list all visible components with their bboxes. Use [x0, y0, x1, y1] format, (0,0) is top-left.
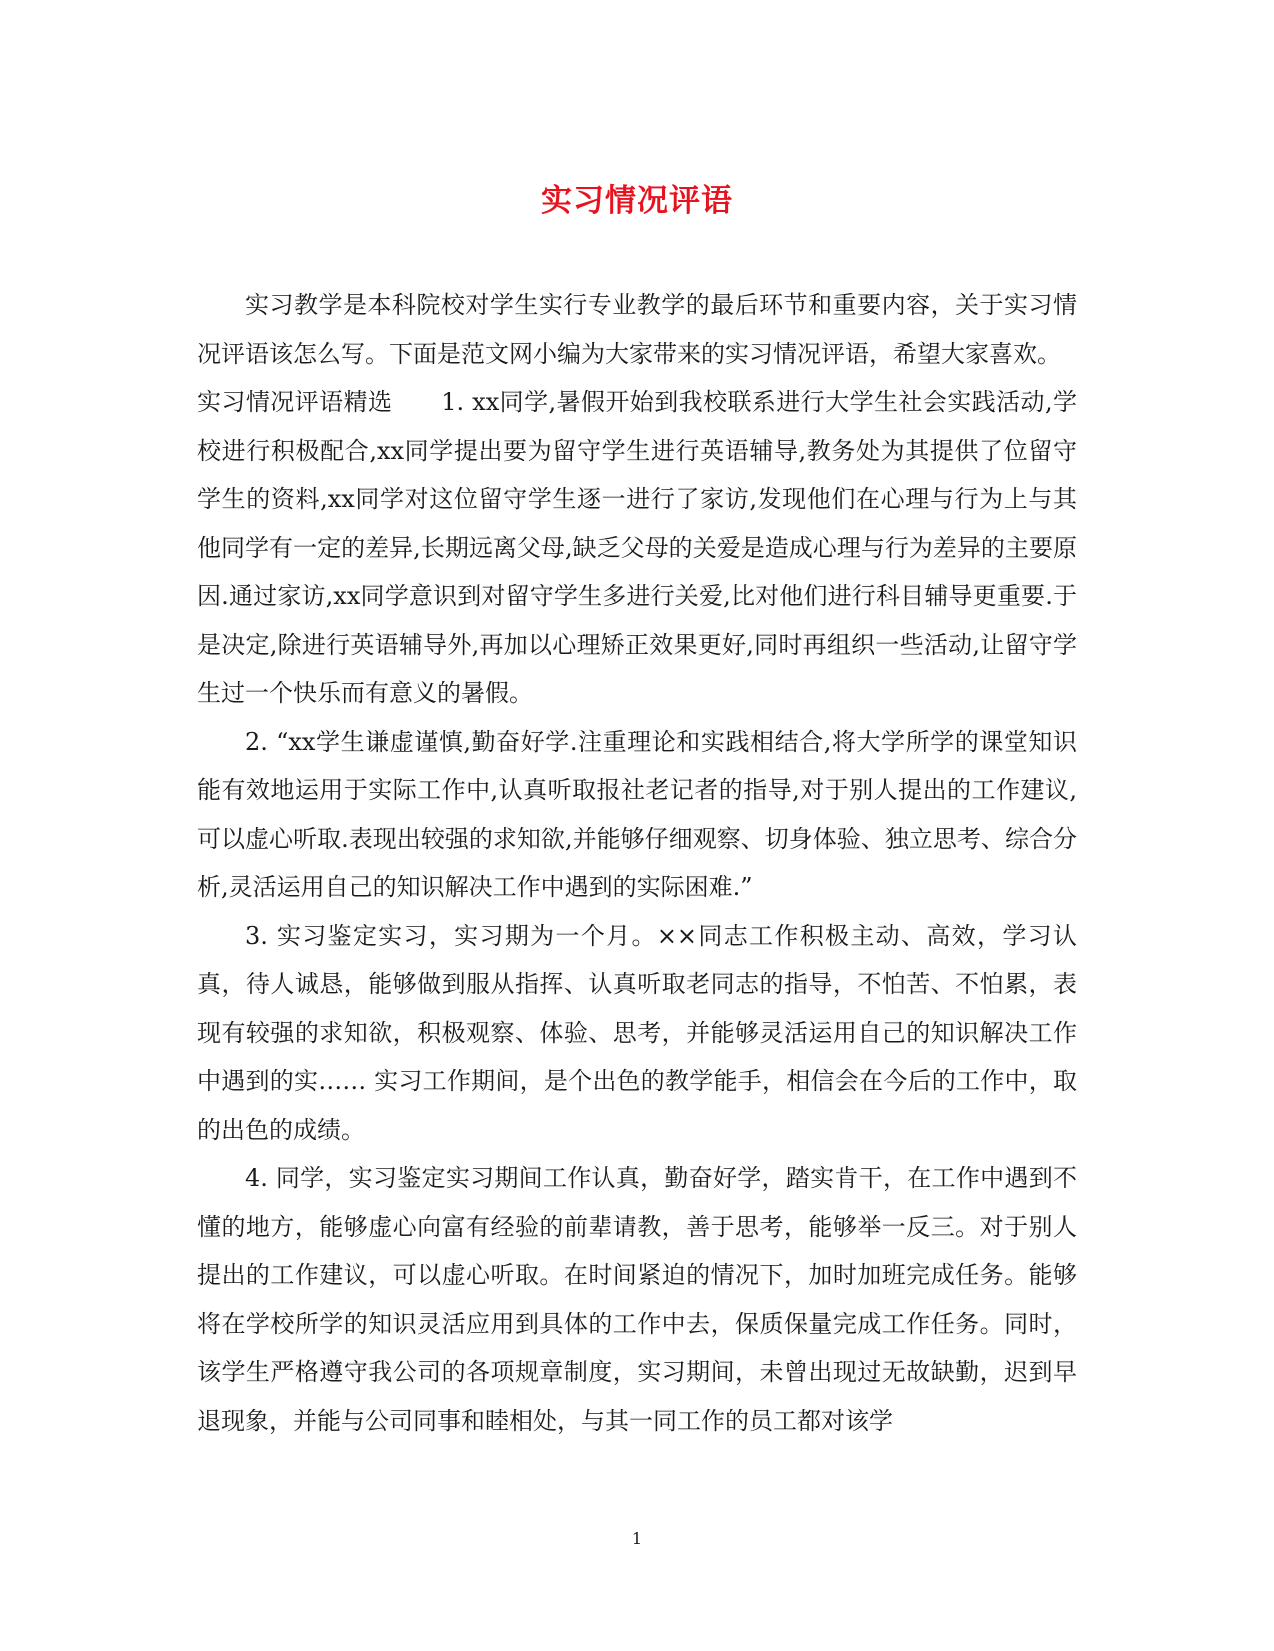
paragraph-item-3: 3. 实习鉴定实习，实习期为一个月。××同志工作积极主动、高效，学习认真，待人诚恳，能够做到服从指挥、认真听取老同志的指导，不怕苦、不怕累，表现有较强的求知欲，积极观察、体验、思考，并能够灵活运用自己的知识解决工作中遇到的实…… 实习工作期间，是个出色的教学能手，相信会在今后的工作中，取的出色的成绩。 — [197, 921, 1077, 1144]
page-number: 1 — [631, 1529, 643, 1548]
document-body — [197, 281, 1077, 1445]
document-title: 实习情况评语 — [541, 183, 733, 219]
paragraph-item-1: 实习情况评语精选 1. xx同学,暑假开始到我校联系进行大学生社会实践活动,学校进行积极配合,xx同学提出要为留守学生进行英语辅导,教务处为其提供了位留守学生的资料,xx同学对这位留守学生逐一进行了家访,发现他们在心理与行为上与其他同学有一定的差异,长期远离父母,缺乏父母的关爱是造成心理与行为差异的主要原因.通过家访,xx同学意识到对留守学生多进行关爱,比对他们进行科目辅导更重要.于是决定,除进行英语辅导外,再加以心理矫正效果更好,同时再组织一些活动,让留守学生过一个快乐而有意义的暑假。 — [197, 388, 1077, 707]
paragraph-intro: 实习教学是本科院校对学生实行专业教学的最后环节和重要内容，关于实习情况评语该怎么写。下面是范文网小编为大家带来的实习情况评语，希望大家喜欢。 — [197, 291, 1077, 368]
paragraph-item-4: 4. 同学，实习鉴定实习期间工作认真，勤奋好学，踏实肯干，在工作中遇到不懂的地方，能够虚心向富有经验的前辈请教，善于思考，能够举一反三。对于别人提出的工作建议，可以虚心听取。在时间紧迫的情况下，加时加班完成任务。能够将在学校所学的知识灵活应用到具体的工作中去，保质保量完成工作任务。同时，该学生严格遵守我公司的各项规章制度，实习期间，未曾出现过无故缺勤，迟到早退现象，并能与公司同事和睦相处，与其一同工作的员工都对该学 — [197, 1164, 1077, 1435]
paragraph-item-2: 2. “xx学生谦虚谨慎,勤奋好学.注重理论和实践相结合,将大学所学的课堂知识能有效地运用于实际工作中,认真听取报社老记者的指导,对于别人提出的工作建议,可以虚心听取.表现出较强的求知欲,并能够仔细观察、切身体验、独立思考、综合分析,灵活运用自己的知识解决工作中遇到的实际困难.” — [197, 727, 1077, 901]
